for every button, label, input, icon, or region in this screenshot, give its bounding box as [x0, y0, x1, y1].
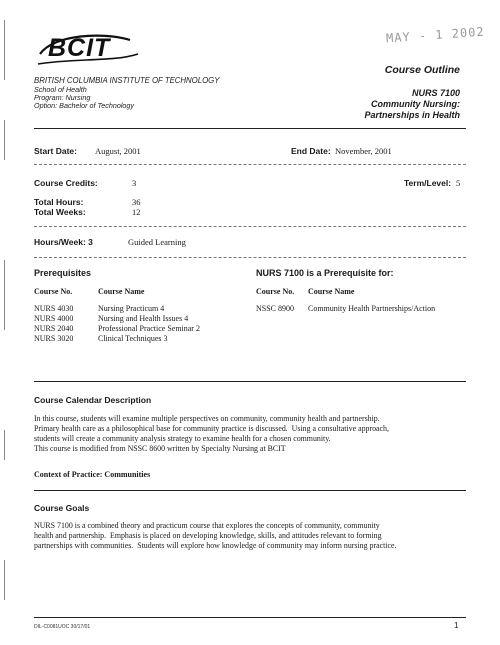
- prerequisite-for-heading: NURS 7100 is a Prerequisite for:: [256, 268, 394, 278]
- scan-edge-mark: [4, 20, 5, 80]
- prereq-course-no: NURS 4000: [34, 314, 74, 323]
- prereq-row: [98, 324, 200, 333]
- option-name: Option: Bachelor of Technology: [34, 101, 135, 110]
- calendar-description-heading: Course Calendar Description: [34, 395, 152, 405]
- total-hours-value: 36: [132, 197, 141, 207]
- total-weeks-value: 12: [132, 207, 141, 217]
- start-date-label: Start Date:: [34, 146, 77, 156]
- footer-doc-id: DIL-C0081UOC 30/17/01: [34, 624, 91, 630]
- prerequisites-heading: Prerequisites: [34, 268, 92, 278]
- divider: [34, 164, 466, 165]
- hours-per-week-label: Hours/Week: 3: [34, 237, 93, 247]
- course-goals-line: partnerships with communities. Students will explore how knowledge of community may inform nursing practice.: [34, 541, 397, 550]
- prereq-course-name: Professional Practice Seminar 2: [98, 324, 200, 333]
- prereq-for-col-course-no: Course No.: [256, 287, 295, 296]
- divider: [34, 257, 466, 258]
- page-number: 1: [454, 621, 459, 630]
- program-name: Program: Nursing: [34, 93, 91, 102]
- term-level-label: Term/Level:: [404, 178, 452, 188]
- course-goals-line: health and partnership. Emphasis is placed on developing knowledge, skills, and attitudes relevant to forming: [34, 531, 382, 540]
- scan-edge-mark: [4, 560, 5, 600]
- calendar-description-line: Primary health care as a philosophical base for community practice is discussed. Using a consultative approach,: [34, 424, 389, 433]
- prereq-row: [98, 334, 168, 343]
- prereq-course-no: NURS 3020: [34, 334, 74, 343]
- divider: [34, 128, 466, 129]
- calendar-description-line: students will create a community analysis strategy to examine health for a chosen community.: [34, 434, 331, 443]
- start-date-value: August, 2001: [95, 146, 141, 156]
- prereq-course-name: Nursing and Health Issues 4: [98, 314, 189, 323]
- prereq-row: [34, 334, 73, 343]
- prereq-for-course-name: Community Health Partnerships/Action: [308, 304, 436, 313]
- received-date-stamp: MAY - 1 2002: [385, 24, 486, 46]
- end-date-label: End Date:: [291, 146, 331, 156]
- calendar-description-line: In this course, students will examine multiple perspectives on community, community health and partnership.: [34, 414, 380, 423]
- end-date-value: November, 2001: [335, 146, 392, 156]
- context-of-practice: Context of Practice: Communities: [34, 470, 151, 479]
- hours-per-week-value: Guided Learning: [128, 237, 186, 247]
- course-goals-heading: Course Goals: [34, 503, 90, 513]
- prereq-row: [98, 314, 188, 323]
- prereq-col-course-name: Course Name: [98, 287, 145, 296]
- term-level-value: 5: [456, 178, 461, 188]
- prereq-row: [34, 304, 73, 313]
- prereq-course-name: Nursing Practicum 4: [98, 304, 165, 313]
- scan-edge-mark: [4, 260, 5, 330]
- prereq-course-name: Clinical Techniques 3: [98, 334, 168, 343]
- divider: [34, 490, 466, 491]
- prereq-for-course-no: NSSC 8900: [256, 304, 295, 313]
- bcit-logo: [34, 32, 144, 70]
- school-name: School of Health: [34, 85, 87, 94]
- course-title-line2: Partnerships in Health: [364, 110, 460, 120]
- institute-name: BRITISH COLUMBIA INSTITUTE OF TECHNOLOGY: [34, 76, 220, 85]
- course-code: NURS 7100: [411, 88, 460, 98]
- prereq-row: [98, 304, 164, 313]
- total-weeks-label: Total Weeks:: [34, 207, 86, 217]
- prereq-col-course-no: Course No.: [34, 287, 73, 296]
- scan-edge-mark: [4, 120, 5, 160]
- course-credits-label: Course Credits:: [34, 178, 98, 188]
- scan-edge-mark: [4, 430, 5, 460]
- divider: [34, 617, 466, 618]
- calendar-description-line: This course is modified from NSSC 8600 written by Specialty Nursing at BCIT: [34, 444, 286, 453]
- course-credits-value: 3: [132, 178, 137, 188]
- divider: [34, 381, 466, 382]
- prereq-course-no: NURS 2040: [34, 324, 74, 333]
- doc-type-title: Course Outline: [384, 64, 460, 76]
- prereq-for-col-course-name: Course Name: [308, 287, 355, 296]
- logo-text: BCIT: [48, 34, 111, 62]
- prereq-row: [34, 324, 73, 333]
- course-title-line1: Community Nursing:: [371, 99, 460, 109]
- total-hours-label: Total Hours:: [34, 197, 84, 207]
- prereq-course-no: NURS 4030: [34, 304, 74, 313]
- divider: [34, 226, 466, 227]
- prereq-row: [34, 314, 73, 323]
- course-goals-line: NURS 7100 is a combined theory and practicum course that explores the concepts of community, community: [34, 521, 380, 530]
